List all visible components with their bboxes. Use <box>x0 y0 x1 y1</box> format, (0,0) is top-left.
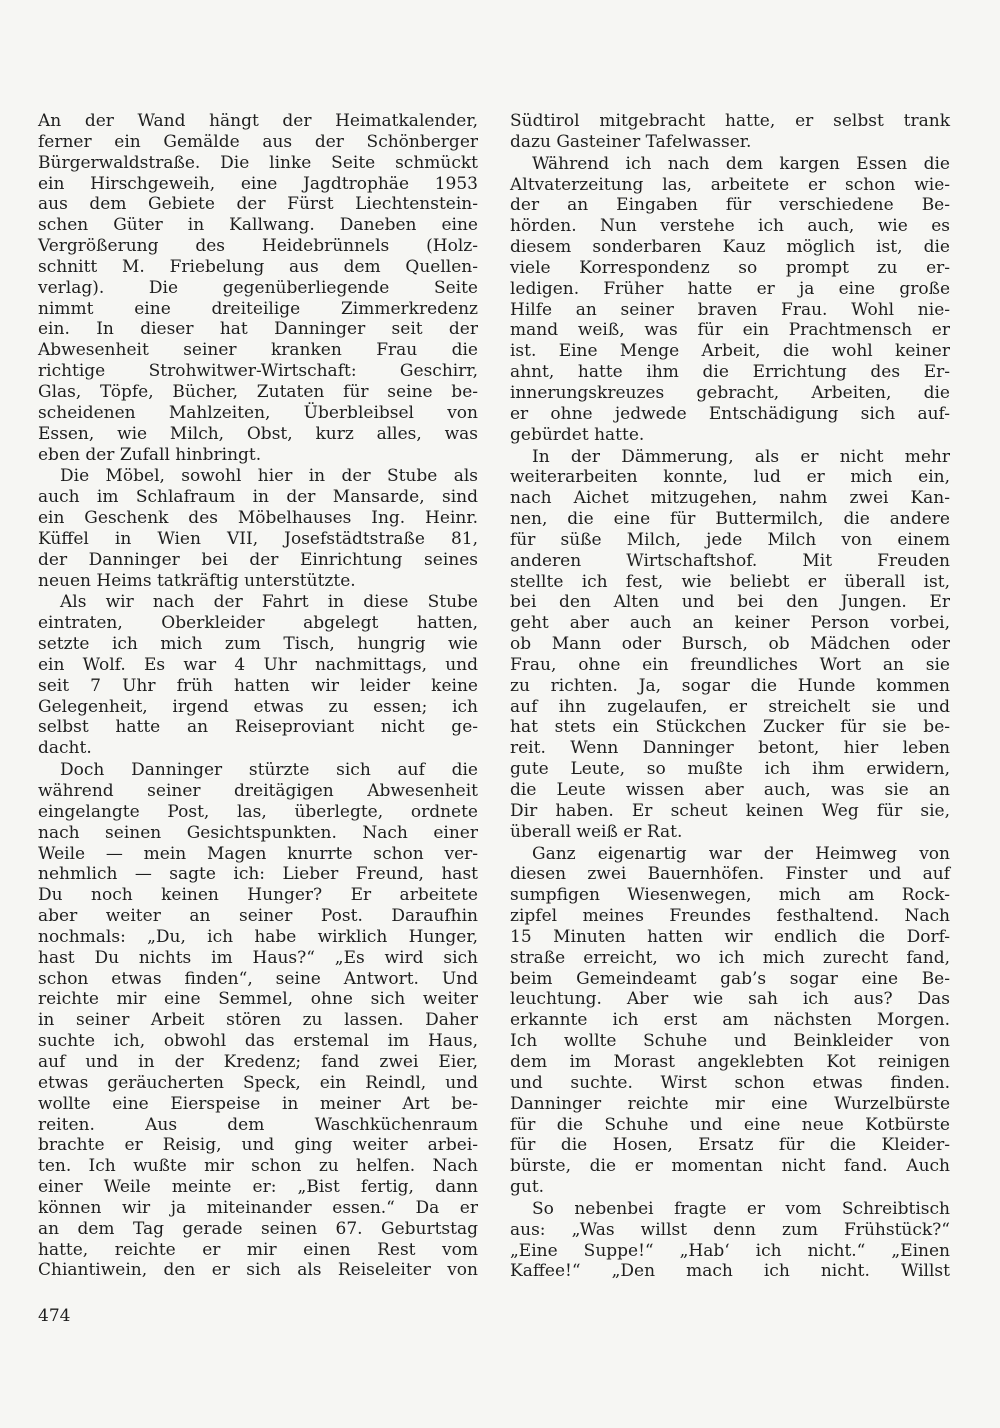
text-line: suchte ich, obwohl das erstemal im Haus, <box>38 1031 478 1052</box>
text-line: 15 Minuten hatten wir endlich die Dorf- <box>510 926 950 947</box>
text-line: gute Leute, so mußte ich ihm erwidern, <box>510 759 950 780</box>
text-line: Südtirol mitgebracht hatte, er selbst trank <box>510 111 950 131</box>
text-line: aus: „Was willst denn zum Frühstück?“ <box>510 1219 950 1240</box>
text-line: nen, die eine für Buttermilch, die andere <box>510 509 950 530</box>
text-line: verlag). Die gegenüberliegende Seite <box>38 277 478 298</box>
text-line: Altvaterzeitung las, arbeitete er schon wie- <box>510 174 950 195</box>
text-line: reichte mir eine Semmel, ohne sich weiter <box>38 989 478 1010</box>
text-line: Die Möbel, sowohl hier in der Stube als <box>60 466 478 487</box>
text-line: während seiner dreitägigen Abwesenheit <box>38 781 478 801</box>
text-line: hat stets ein Stückchen Zucker für sie be- <box>510 717 950 738</box>
text-line: Essen, wie Milch, Obst, kurz alles, was <box>38 423 478 444</box>
text-line: schnitt M. Friebelung aus dem Quellen- <box>38 256 478 277</box>
text-line: nimmt eine dreiteilige Zimmerkredenz <box>38 298 478 319</box>
text-line: dazu Gasteiner Tafelwasser. <box>510 131 752 152</box>
text-line: ist. Eine Menge Arbeit, die wohl keiner <box>510 341 950 362</box>
text-line: brachte er Reisig, und ging weiter arbei- <box>38 1135 478 1156</box>
text-line: für die Schuhe und eine neue Kotbürste <box>510 1114 950 1135</box>
text-line: bei den Alten und bei den Jungen. Er <box>510 592 950 613</box>
text-line: er ohne jedwede Entschädigung sich auf- <box>510 403 950 424</box>
text-line: ahnt, hatte ihm die Errichtung des Er- <box>510 362 950 383</box>
text-line: Ganz eigenartig war der Heimweg von <box>532 843 950 864</box>
text-line: straße erreicht, wo ich mich zurecht fand, <box>510 947 950 968</box>
text-line: diesem sonderbaren Kauz möglich ist, die <box>510 237 950 258</box>
text-line: Frau, ohne ein freundliches Wort an sie <box>510 654 950 675</box>
paragraph <box>38 111 478 465</box>
text-line: Weile — mein Magen knurrte schon ver- <box>38 843 478 864</box>
text-line: innerungskreuzes gebracht, Arbeiten, die <box>510 382 950 403</box>
paragraph <box>38 592 478 759</box>
text-line: dacht. <box>38 738 92 759</box>
paragraph <box>38 466 478 591</box>
text-line: zipfel meines Freundes festhaltend. Nach <box>510 906 950 927</box>
text-line: eintraten, Oberkleider abgelegt hatten, <box>38 613 478 634</box>
text-line: nach seinen Gesichtspunkten. Nach einer <box>38 822 478 843</box>
text-line: erkannte ich erst am nächsten Morgen. <box>510 1010 950 1031</box>
text-line: So nebenbei fragte er vom Schreibtisch <box>532 1198 950 1219</box>
text-line: Als wir nach der Fahrt in diese Stube <box>60 592 478 613</box>
text-line: hörden. Nun verstehe ich auch, wie es <box>510 216 950 237</box>
text-line: reit. Wenn Danninger betont, hier leben <box>510 738 950 759</box>
text-line: weiterarbeiten konnte, lud er mich ein, <box>510 467 950 488</box>
text-line: aus dem Gebiete der Fürst Liechtenstein- <box>38 194 478 215</box>
paragraph <box>38 760 478 1281</box>
text-line: für die Hosen, Ersatz für die Kleider- <box>510 1135 950 1156</box>
text-column-right <box>510 111 950 1283</box>
text-line: beim Gemeindeamt gab’s sogar eine Be- <box>510 968 950 989</box>
page-number: 474 <box>38 1306 71 1326</box>
text-column-left <box>38 111 478 1282</box>
text-line: und suchte. Wirst schon etwas finden. <box>510 1072 950 1093</box>
text-line: etwas geräucherten Speck, ein Reindl, und <box>38 1072 478 1093</box>
paragraph <box>510 844 950 1198</box>
text-line: leuchtung. Aber wie sah ich aus? Das <box>510 989 950 1010</box>
paragraph <box>510 1199 950 1282</box>
text-line: Bürgerwaldstraße. Die linke Seite schmückt <box>38 152 478 173</box>
text-line: selbst hatte an Reiseproviant nicht ge- <box>38 717 478 738</box>
text-line: „Eine Suppe!“ „Hab‘ ich nicht.“ „Einen <box>510 1240 950 1261</box>
text-line: gut. <box>510 1177 545 1198</box>
text-line: zu richten. Ja, sogar die Hunde kommen <box>510 675 950 696</box>
text-line: Gelegenheit, irgend etwas zu essen; ich <box>38 696 478 717</box>
text-line: ein Hirschgeweih, eine Jagdtrophäe 1953 <box>38 173 478 194</box>
text-line: auf ihn zugelaufen, er streichelt sie und <box>510 696 950 717</box>
text-line: reiten. Aus dem Waschküchenraum <box>38 1114 478 1135</box>
text-line: schen Güter in Kallwang. Daneben eine <box>38 215 478 236</box>
text-line: viele Korrespondenz so prompt zu er- <box>510 257 950 278</box>
text-line: auch im Schlafraum in der Mansarde, sind <box>38 487 478 508</box>
text-line: scheidenen Mahlzeiten, Überbleibsel von <box>38 402 478 423</box>
text-line: ob Mann oder Bursch, ob Mädchen oder <box>510 634 950 655</box>
text-line: geht aber auch an keiner Person vorbei, <box>510 613 950 634</box>
text-line: schon etwas finden“, seine Antwort. Und <box>38 968 478 989</box>
text-line: anderen Wirtschaftshof. Mit Freuden <box>510 550 950 571</box>
text-line: eingelangte Post, las, überlegte, ordnete <box>38 801 478 822</box>
text-line: hatte, reichte er mir einen Rest vom <box>38 1239 478 1260</box>
text-line: Du noch keinen Hunger? Er arbeitete <box>38 885 478 906</box>
text-line: Chiantiwein, den er sich als Reiseleiter von <box>38 1260 478 1281</box>
text-line: Danninger reichte mir eine Wurzelbürste <box>510 1093 950 1114</box>
text-line: Abwesenheit seiner kranken Frau die <box>38 340 478 361</box>
text-line: auf und in der Kredenz; fand zwei Eier, <box>38 1051 478 1072</box>
text-line: in seiner Arbeit stören zu lassen. Daher <box>38 1010 478 1031</box>
text-line: ein. In dieser hat Danninger seit der <box>38 319 478 340</box>
text-line: In der Dämmerung, als er nicht mehr <box>532 446 950 467</box>
text-line: aber weiter an seiner Post. Daraufhin <box>38 906 478 927</box>
text-line: neuen Heims tatkräftig unterstützte. <box>38 570 356 591</box>
text-line: seit 7 Uhr früh hatten wir leider keine <box>38 675 478 696</box>
text-line: die Leute wissen aber auch, was sie an <box>510 780 950 800</box>
text-line: können wir ja miteinander essen.“ Da er <box>38 1197 478 1218</box>
text-line: der an Eingaben für verschiedene Be- <box>510 195 950 216</box>
text-line: ein Wolf. Es war 4 Uhr nachmittags, und <box>38 654 478 675</box>
text-line: bürste, die er momentan nicht fand. Auch <box>510 1156 950 1177</box>
text-line: Hilfe an seiner braven Frau. Wohl nie- <box>510 299 950 320</box>
text-line: ferner ein Gemälde aus der Schönberger <box>38 131 478 152</box>
text-line: einer Weile meinte er: „Bist fertig, dann <box>38 1177 478 1198</box>
text-line: für süße Milch, jede Milch von einem <box>510 529 950 550</box>
text-line: Während ich nach dem kargen Essen die <box>532 153 950 174</box>
text-line: eben der Zufall hinbringt. <box>38 444 262 465</box>
text-line: sumpfigen Wiesenwegen, mich am Rock- <box>510 885 950 906</box>
text-line: an dem Tag gerade seinen 67. Geburtstag <box>38 1218 478 1239</box>
text-line: Küffel in Wien VII, Josefstädtstraße 81, <box>38 528 478 549</box>
text-line: hast Du nichts im Haus?“ „Es wird sich <box>38 947 478 968</box>
text-line: stellte ich fest, wie beliebt er überall ist, <box>510 571 950 592</box>
text-line: diesen zwei Bauernhöfen. Finster und auf <box>510 864 950 885</box>
text-line: An der Wand hängt der Heimatkalender, <box>38 111 478 131</box>
text-line: nach Aichet mitzugehen, nahm zwei Kan- <box>510 488 950 509</box>
text-line: wollte eine Eierspeise in meiner Art be- <box>38 1093 478 1114</box>
text-line: überall weiß er Rat. <box>510 821 683 842</box>
text-line: nochmals: „Du, ich habe wirklich Hunger, <box>38 926 478 947</box>
paragraph <box>510 154 950 446</box>
text-line: gebürdet hatte. <box>510 424 645 445</box>
text-line: nehmlich — sagte ich: Lieber Freund, hast <box>38 864 478 885</box>
text-line: der Danninger bei der Einrichtung seines <box>38 549 478 570</box>
text-line: ledigen. Früher hatte er ja eine große <box>510 278 950 299</box>
text-line: richtige Strohwitwer-Wirtschaft: Geschirr, <box>38 361 478 382</box>
text-line: dem im Morast angeklebten Kot reinigen <box>510 1051 950 1072</box>
paragraph <box>510 111 950 153</box>
text-line: Vergrößerung des Heidebrünnels (Holz- <box>38 236 478 257</box>
text-line: ten. Ich wußte mir schon zu helfen. Nach <box>38 1156 478 1177</box>
text-line: Glas, Töpfe, Bücher, Zutaten für seine be- <box>38 381 478 402</box>
text-line: Kaffee!“ „Den mach ich nicht. Willst <box>510 1261 950 1282</box>
text-line: Doch Danninger stürzte sich auf die <box>60 760 478 781</box>
text-line: Dir haben. Er scheut keinen Weg für sie, <box>510 800 950 821</box>
text-line: setzte ich mich zum Tisch, hungrig wie <box>38 634 478 655</box>
text-line: mand weiß, was für ein Prachtmensch er <box>510 320 950 341</box>
text-line: Ich wollte Schuhe und Beinkleider von <box>510 1031 950 1052</box>
text-line: ein Geschenk des Möbelhauses Ing. Heinr. <box>38 508 478 529</box>
paragraph <box>510 447 950 843</box>
